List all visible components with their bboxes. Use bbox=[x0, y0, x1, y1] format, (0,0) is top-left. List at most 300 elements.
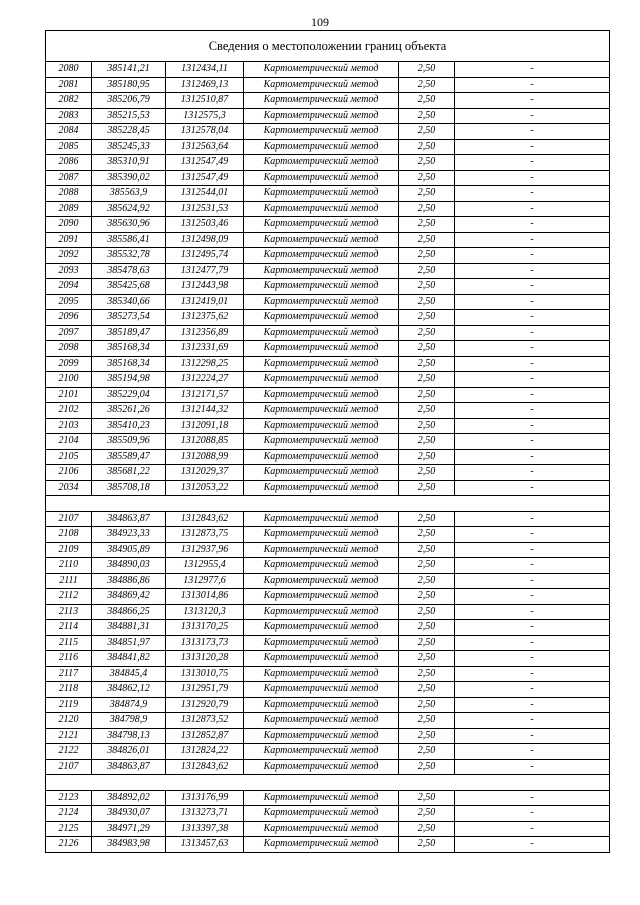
method-cell: Картометрический метод bbox=[244, 790, 399, 806]
x-coordinate-cell: 384892,02 bbox=[92, 790, 166, 806]
y-coordinate-cell: 1312477,79 bbox=[166, 263, 244, 279]
accuracy-cell: 2,50 bbox=[399, 573, 455, 589]
description-cell: - bbox=[455, 821, 610, 837]
point-number-cell: 2093 bbox=[46, 263, 92, 279]
method-cell: Картометрический метод bbox=[244, 480, 399, 496]
accuracy-cell: 2,50 bbox=[399, 62, 455, 78]
x-coordinate-cell: 385168,34 bbox=[92, 356, 166, 372]
point-number-cell: 2114 bbox=[46, 620, 92, 636]
table-row bbox=[46, 372, 610, 388]
description-cell: - bbox=[455, 620, 610, 636]
x-coordinate-cell: 385340,66 bbox=[92, 294, 166, 310]
method-cell: Картометрический метод bbox=[244, 837, 399, 853]
table-row bbox=[46, 666, 610, 682]
point-number-cell: 2109 bbox=[46, 542, 92, 558]
x-coordinate-cell: 385228,45 bbox=[92, 124, 166, 140]
y-coordinate-cell: 1312434,11 bbox=[166, 62, 244, 78]
method-cell: Картометрический метод bbox=[244, 573, 399, 589]
accuracy-cell: 2,50 bbox=[399, 403, 455, 419]
description-cell: - bbox=[455, 170, 610, 186]
accuracy-cell: 2,50 bbox=[399, 806, 455, 822]
table-row bbox=[46, 449, 610, 465]
accuracy-cell: 2,50 bbox=[399, 124, 455, 140]
method-cell: Картометрический метод bbox=[244, 759, 399, 775]
accuracy-cell: 2,50 bbox=[399, 341, 455, 357]
y-coordinate-cell: 1312088,85 bbox=[166, 434, 244, 450]
accuracy-cell: 2,50 bbox=[399, 821, 455, 837]
table-row bbox=[46, 790, 610, 806]
x-coordinate-cell: 384881,31 bbox=[92, 620, 166, 636]
x-coordinate-cell: 385509,96 bbox=[92, 434, 166, 450]
x-coordinate-cell: 384826,01 bbox=[92, 744, 166, 760]
description-cell: - bbox=[455, 232, 610, 248]
accuracy-cell: 2,50 bbox=[399, 294, 455, 310]
description-cell: - bbox=[455, 310, 610, 326]
y-coordinate-cell: 1313010,75 bbox=[166, 666, 244, 682]
y-coordinate-cell: 1312843,62 bbox=[166, 511, 244, 527]
accuracy-cell: 2,50 bbox=[399, 744, 455, 760]
y-coordinate-cell: 1312873,52 bbox=[166, 713, 244, 729]
point-number-cell: 2085 bbox=[46, 139, 92, 155]
description-cell: - bbox=[455, 77, 610, 93]
description-cell: - bbox=[455, 186, 610, 202]
description-cell: - bbox=[455, 589, 610, 605]
accuracy-cell: 2,50 bbox=[399, 77, 455, 93]
x-coordinate-cell: 385206,79 bbox=[92, 93, 166, 109]
y-coordinate-cell: 1313176,99 bbox=[166, 790, 244, 806]
method-cell: Картометрический метод bbox=[244, 356, 399, 372]
table-row bbox=[46, 558, 610, 574]
table-row bbox=[46, 217, 610, 233]
description-cell: - bbox=[455, 139, 610, 155]
description-cell: - bbox=[455, 387, 610, 403]
description-cell: - bbox=[455, 790, 610, 806]
y-coordinate-cell: 1312563,64 bbox=[166, 139, 244, 155]
method-cell: Картометрический метод bbox=[244, 170, 399, 186]
description-cell: - bbox=[455, 527, 610, 543]
point-number-cell: 2034 bbox=[46, 480, 92, 496]
y-coordinate-cell: 1312547,49 bbox=[166, 155, 244, 171]
table-row bbox=[46, 806, 610, 822]
point-number-cell: 2097 bbox=[46, 325, 92, 341]
x-coordinate-cell: 385410,23 bbox=[92, 418, 166, 434]
group-separator bbox=[46, 775, 610, 791]
table-row bbox=[46, 139, 610, 155]
x-coordinate-cell: 385563,9 bbox=[92, 186, 166, 202]
y-coordinate-cell: 1312547,49 bbox=[166, 170, 244, 186]
description-cell: - bbox=[455, 604, 610, 620]
point-number-cell: 2099 bbox=[46, 356, 92, 372]
accuracy-cell: 2,50 bbox=[399, 93, 455, 109]
y-coordinate-cell: 1313014,86 bbox=[166, 589, 244, 605]
description-cell: - bbox=[455, 341, 610, 357]
method-cell: Картометрический метод bbox=[244, 372, 399, 388]
table-row bbox=[46, 728, 610, 744]
accuracy-cell: 2,50 bbox=[399, 232, 455, 248]
description-cell: - bbox=[455, 651, 610, 667]
table-row bbox=[46, 511, 610, 527]
description-cell: - bbox=[455, 201, 610, 217]
point-number-cell: 2117 bbox=[46, 666, 92, 682]
accuracy-cell: 2,50 bbox=[399, 480, 455, 496]
y-coordinate-cell: 1312375,62 bbox=[166, 310, 244, 326]
point-number-cell: 2080 bbox=[46, 62, 92, 78]
description-cell: - bbox=[455, 62, 610, 78]
description-cell: - bbox=[455, 108, 610, 124]
method-cell: Картометрический метод bbox=[244, 124, 399, 140]
method-cell: Картометрический метод bbox=[244, 728, 399, 744]
method-cell: Картометрический метод bbox=[244, 279, 399, 295]
page-number: 109 bbox=[311, 15, 329, 29]
method-cell: Картометрический метод bbox=[244, 697, 399, 713]
y-coordinate-cell: 1312920,79 bbox=[166, 697, 244, 713]
accuracy-cell: 2,50 bbox=[399, 759, 455, 775]
y-coordinate-cell: 1312873,75 bbox=[166, 527, 244, 543]
y-coordinate-cell: 1312053,22 bbox=[166, 480, 244, 496]
description-cell: - bbox=[455, 217, 610, 233]
table-row bbox=[46, 263, 610, 279]
point-number-cell: 2122 bbox=[46, 744, 92, 760]
x-coordinate-cell: 385261,26 bbox=[92, 403, 166, 419]
accuracy-cell: 2,50 bbox=[399, 372, 455, 388]
x-coordinate-cell: 385194,98 bbox=[92, 372, 166, 388]
y-coordinate-cell: 1312029,37 bbox=[166, 465, 244, 481]
method-cell: Картометрический метод bbox=[244, 620, 399, 636]
x-coordinate-cell: 385141,21 bbox=[92, 62, 166, 78]
description-cell: - bbox=[455, 449, 610, 465]
y-coordinate-cell: 1312510,87 bbox=[166, 93, 244, 109]
y-coordinate-cell: 1312977,6 bbox=[166, 573, 244, 589]
method-cell: Картометрический метод bbox=[244, 93, 399, 109]
boundary-coordinates-table bbox=[45, 30, 610, 853]
x-coordinate-cell: 384886,86 bbox=[92, 573, 166, 589]
table-row bbox=[46, 387, 610, 403]
point-number-cell: 2103 bbox=[46, 418, 92, 434]
accuracy-cell: 2,50 bbox=[399, 139, 455, 155]
description-cell: - bbox=[455, 93, 610, 109]
accuracy-cell: 2,50 bbox=[399, 542, 455, 558]
table-row bbox=[46, 744, 610, 760]
description-cell: - bbox=[455, 124, 610, 140]
method-cell: Картометрический метод bbox=[244, 418, 399, 434]
method-cell: Картометрический метод bbox=[244, 821, 399, 837]
accuracy-cell: 2,50 bbox=[399, 263, 455, 279]
group-separator-row bbox=[46, 775, 610, 791]
method-cell: Картометрический метод bbox=[244, 744, 399, 760]
point-number-cell: 2124 bbox=[46, 806, 92, 822]
table-row bbox=[46, 201, 610, 217]
point-number-cell: 2112 bbox=[46, 589, 92, 605]
accuracy-cell: 2,50 bbox=[399, 682, 455, 698]
table-row bbox=[46, 434, 610, 450]
description-cell: - bbox=[455, 837, 610, 853]
accuracy-cell: 2,50 bbox=[399, 248, 455, 264]
x-coordinate-cell: 384863,87 bbox=[92, 759, 166, 775]
point-number-cell: 2118 bbox=[46, 682, 92, 698]
table-row bbox=[46, 697, 610, 713]
y-coordinate-cell: 1313120,28 bbox=[166, 651, 244, 667]
description-cell: - bbox=[455, 480, 610, 496]
x-coordinate-cell: 384862,12 bbox=[92, 682, 166, 698]
point-number-cell: 2107 bbox=[46, 511, 92, 527]
y-coordinate-cell: 1313397,38 bbox=[166, 821, 244, 837]
y-coordinate-cell: 1312852,87 bbox=[166, 728, 244, 744]
x-coordinate-cell: 384930,07 bbox=[92, 806, 166, 822]
accuracy-cell: 2,50 bbox=[399, 697, 455, 713]
table-row bbox=[46, 635, 610, 651]
point-number-cell: 2087 bbox=[46, 170, 92, 186]
table-row bbox=[46, 418, 610, 434]
description-cell: - bbox=[455, 759, 610, 775]
x-coordinate-cell: 385245,33 bbox=[92, 139, 166, 155]
table-row bbox=[46, 294, 610, 310]
method-cell: Картометрический метод bbox=[244, 635, 399, 651]
table-row bbox=[46, 186, 610, 202]
x-coordinate-cell: 385229,04 bbox=[92, 387, 166, 403]
point-number-cell: 2116 bbox=[46, 651, 92, 667]
method-cell: Картометрический метод bbox=[244, 263, 399, 279]
accuracy-cell: 2,50 bbox=[399, 279, 455, 295]
y-coordinate-cell: 1312531,53 bbox=[166, 201, 244, 217]
accuracy-cell: 2,50 bbox=[399, 527, 455, 543]
x-coordinate-cell: 384983,98 bbox=[92, 837, 166, 853]
method-cell: Картометрический метод bbox=[244, 465, 399, 481]
point-number-cell: 2088 bbox=[46, 186, 92, 202]
accuracy-cell: 2,50 bbox=[399, 155, 455, 171]
table-row bbox=[46, 124, 610, 140]
point-number-cell: 2086 bbox=[46, 155, 92, 171]
point-number-cell: 2089 bbox=[46, 201, 92, 217]
description-cell: - bbox=[455, 434, 610, 450]
accuracy-cell: 2,50 bbox=[399, 620, 455, 636]
point-number-cell: 2115 bbox=[46, 635, 92, 651]
method-cell: Картометрический метод bbox=[244, 294, 399, 310]
y-coordinate-cell: 1313273,71 bbox=[166, 806, 244, 822]
accuracy-cell: 2,50 bbox=[399, 837, 455, 853]
x-coordinate-cell: 384923,33 bbox=[92, 527, 166, 543]
x-coordinate-cell: 385624,92 bbox=[92, 201, 166, 217]
method-cell: Картометрический метод bbox=[244, 713, 399, 729]
x-coordinate-cell: 385168,34 bbox=[92, 341, 166, 357]
method-cell: Картометрический метод bbox=[244, 201, 399, 217]
point-number-cell: 2108 bbox=[46, 527, 92, 543]
point-number-cell: 2101 bbox=[46, 387, 92, 403]
table-row bbox=[46, 310, 610, 326]
table-row bbox=[46, 325, 610, 341]
accuracy-cell: 2,50 bbox=[399, 170, 455, 186]
x-coordinate-cell: 384798,13 bbox=[92, 728, 166, 744]
x-coordinate-cell: 384866,25 bbox=[92, 604, 166, 620]
method-cell: Картометрический метод bbox=[244, 806, 399, 822]
point-number-cell: 2105 bbox=[46, 449, 92, 465]
point-number-cell: 2095 bbox=[46, 294, 92, 310]
description-cell: - bbox=[455, 279, 610, 295]
method-cell: Картометрический метод bbox=[244, 682, 399, 698]
table-row bbox=[46, 93, 610, 109]
table-row bbox=[46, 356, 610, 372]
description-cell: - bbox=[455, 806, 610, 822]
table-row bbox=[46, 604, 610, 620]
description-cell: - bbox=[455, 728, 610, 744]
description-cell: - bbox=[455, 403, 610, 419]
accuracy-cell: 2,50 bbox=[399, 713, 455, 729]
table-row bbox=[46, 62, 610, 78]
method-cell: Картометрический метод bbox=[244, 232, 399, 248]
x-coordinate-cell: 385390,02 bbox=[92, 170, 166, 186]
x-coordinate-cell: 384869,42 bbox=[92, 589, 166, 605]
y-coordinate-cell: 1312498,09 bbox=[166, 232, 244, 248]
method-cell: Картометрический метод bbox=[244, 62, 399, 78]
accuracy-cell: 2,50 bbox=[399, 325, 455, 341]
accuracy-cell: 2,50 bbox=[399, 465, 455, 481]
accuracy-cell: 2,50 bbox=[399, 186, 455, 202]
y-coordinate-cell: 1312937,96 bbox=[166, 542, 244, 558]
y-coordinate-cell: 1312144,32 bbox=[166, 403, 244, 419]
x-coordinate-cell: 385532,78 bbox=[92, 248, 166, 264]
accuracy-cell: 2,50 bbox=[399, 310, 455, 326]
y-coordinate-cell: 1313457,63 bbox=[166, 837, 244, 853]
description-cell: - bbox=[455, 744, 610, 760]
y-coordinate-cell: 1312298,25 bbox=[166, 356, 244, 372]
table-row bbox=[46, 341, 610, 357]
y-coordinate-cell: 1312091,18 bbox=[166, 418, 244, 434]
accuracy-cell: 2,50 bbox=[399, 635, 455, 651]
description-cell: - bbox=[455, 325, 610, 341]
y-coordinate-cell: 1312419,01 bbox=[166, 294, 244, 310]
point-number-cell: 2119 bbox=[46, 697, 92, 713]
accuracy-cell: 2,50 bbox=[399, 558, 455, 574]
x-coordinate-cell: 385589,47 bbox=[92, 449, 166, 465]
accuracy-cell: 2,50 bbox=[399, 651, 455, 667]
x-coordinate-cell: 385478,63 bbox=[92, 263, 166, 279]
table-row bbox=[46, 682, 610, 698]
table-row bbox=[46, 573, 610, 589]
y-coordinate-cell: 1312171,57 bbox=[166, 387, 244, 403]
description-cell: - bbox=[455, 465, 610, 481]
method-cell: Картометрический метод bbox=[244, 589, 399, 605]
y-coordinate-cell: 1312544,01 bbox=[166, 186, 244, 202]
method-cell: Картометрический метод bbox=[244, 77, 399, 93]
table-row bbox=[46, 589, 610, 605]
point-number-cell: 2123 bbox=[46, 790, 92, 806]
accuracy-cell: 2,50 bbox=[399, 790, 455, 806]
y-coordinate-cell: 1312843,62 bbox=[166, 759, 244, 775]
point-number-cell: 2125 bbox=[46, 821, 92, 837]
point-number-cell: 2098 bbox=[46, 341, 92, 357]
point-number-cell: 2094 bbox=[46, 279, 92, 295]
x-coordinate-cell: 385180,95 bbox=[92, 77, 166, 93]
x-coordinate-cell: 384841,82 bbox=[92, 651, 166, 667]
accuracy-cell: 2,50 bbox=[399, 434, 455, 450]
point-number-cell: 2096 bbox=[46, 310, 92, 326]
table-row bbox=[46, 232, 610, 248]
table-row bbox=[46, 527, 610, 543]
accuracy-cell: 2,50 bbox=[399, 604, 455, 620]
y-coordinate-cell: 1312578,04 bbox=[166, 124, 244, 140]
method-cell: Картометрический метод bbox=[244, 186, 399, 202]
y-coordinate-cell: 1312331,69 bbox=[166, 341, 244, 357]
y-coordinate-cell: 1312469,13 bbox=[166, 77, 244, 93]
method-cell: Картометрический метод bbox=[244, 527, 399, 543]
point-number-cell: 2121 bbox=[46, 728, 92, 744]
point-number-cell: 2104 bbox=[46, 434, 92, 450]
x-coordinate-cell: 385681,22 bbox=[92, 465, 166, 481]
point-number-cell: 2126 bbox=[46, 837, 92, 853]
accuracy-cell: 2,50 bbox=[399, 387, 455, 403]
description-cell: - bbox=[455, 155, 610, 171]
method-cell: Картометрический метод bbox=[244, 248, 399, 264]
description-cell: - bbox=[455, 263, 610, 279]
method-cell: Картометрический метод bbox=[244, 666, 399, 682]
table-row bbox=[46, 713, 610, 729]
table-row bbox=[46, 620, 610, 636]
table-row bbox=[46, 403, 610, 419]
method-cell: Картометрический метод bbox=[244, 511, 399, 527]
point-number-cell: 2113 bbox=[46, 604, 92, 620]
point-number-cell: 2091 bbox=[46, 232, 92, 248]
y-coordinate-cell: 1312575,3 bbox=[166, 108, 244, 124]
point-number-cell: 2092 bbox=[46, 248, 92, 264]
x-coordinate-cell: 385425,68 bbox=[92, 279, 166, 295]
point-number-cell: 2082 bbox=[46, 93, 92, 109]
description-cell: - bbox=[455, 294, 610, 310]
table-row bbox=[46, 108, 610, 124]
accuracy-cell: 2,50 bbox=[399, 511, 455, 527]
x-coordinate-cell: 385189,47 bbox=[92, 325, 166, 341]
method-cell: Картометрический метод bbox=[244, 310, 399, 326]
x-coordinate-cell: 384890,03 bbox=[92, 558, 166, 574]
x-coordinate-cell: 384851,97 bbox=[92, 635, 166, 651]
description-cell: - bbox=[455, 542, 610, 558]
x-coordinate-cell: 385708,18 bbox=[92, 480, 166, 496]
method-cell: Картометрический метод bbox=[244, 217, 399, 233]
description-cell: - bbox=[455, 635, 610, 651]
accuracy-cell: 2,50 bbox=[399, 449, 455, 465]
accuracy-cell: 2,50 bbox=[399, 418, 455, 434]
description-cell: - bbox=[455, 372, 610, 388]
y-coordinate-cell: 1313173,73 bbox=[166, 635, 244, 651]
accuracy-cell: 2,50 bbox=[399, 666, 455, 682]
table-row bbox=[46, 248, 610, 264]
method-cell: Картометрический метод bbox=[244, 651, 399, 667]
accuracy-cell: 2,50 bbox=[399, 217, 455, 233]
description-cell: - bbox=[455, 511, 610, 527]
point-number-cell: 2110 bbox=[46, 558, 92, 574]
method-cell: Картометрический метод bbox=[244, 155, 399, 171]
point-number-cell: 2111 bbox=[46, 573, 92, 589]
accuracy-cell: 2,50 bbox=[399, 356, 455, 372]
method-cell: Картометрический метод bbox=[244, 542, 399, 558]
table-title: Сведения о местоположении границ объекта bbox=[46, 31, 610, 62]
table-row bbox=[46, 837, 610, 853]
description-cell: - bbox=[455, 558, 610, 574]
accuracy-cell: 2,50 bbox=[399, 728, 455, 744]
description-cell: - bbox=[455, 248, 610, 264]
point-number-cell: 2106 bbox=[46, 465, 92, 481]
method-cell: Картометрический метод bbox=[244, 387, 399, 403]
x-coordinate-cell: 384845,4 bbox=[92, 666, 166, 682]
method-cell: Картометрический метод bbox=[244, 449, 399, 465]
point-number-cell: 2084 bbox=[46, 124, 92, 140]
method-cell: Картометрический метод bbox=[244, 108, 399, 124]
y-coordinate-cell: 1312824,22 bbox=[166, 744, 244, 760]
description-cell: - bbox=[455, 666, 610, 682]
method-cell: Картометрический метод bbox=[244, 604, 399, 620]
y-coordinate-cell: 1312224,27 bbox=[166, 372, 244, 388]
point-number-cell: 2083 bbox=[46, 108, 92, 124]
table-row bbox=[46, 480, 610, 496]
y-coordinate-cell: 1312503,46 bbox=[166, 217, 244, 233]
